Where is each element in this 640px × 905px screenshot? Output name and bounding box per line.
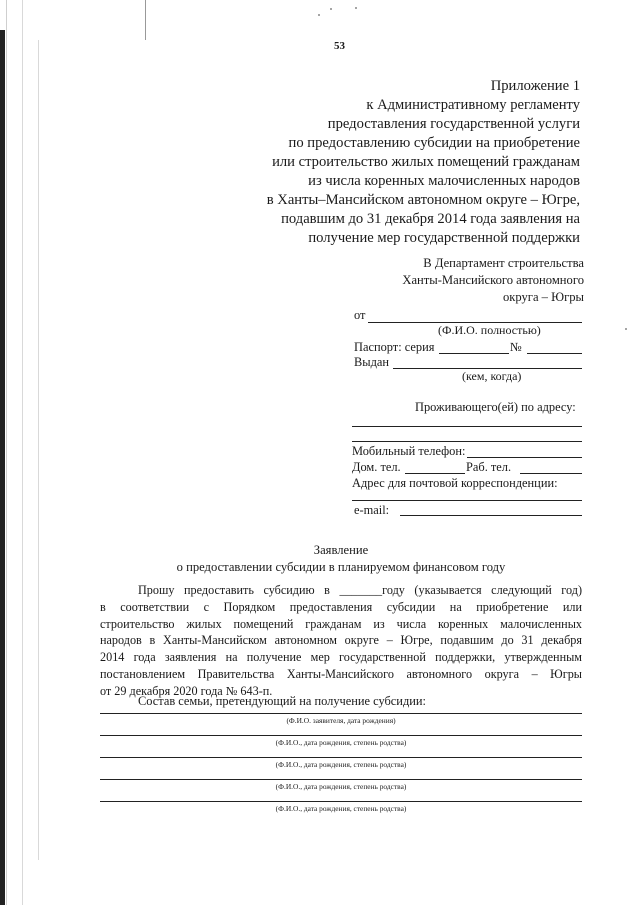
work-phone-field[interactable] — [520, 473, 582, 474]
mobile-phone-label: Мобильный телефон: — [352, 444, 466, 458]
appendix-line: по предоставлению субсидии на приобретение — [288, 135, 580, 151]
scan-speck — [625, 328, 627, 330]
department-line: В Департамент строительства — [423, 256, 584, 270]
issued-by-label: Выдан — [354, 355, 390, 369]
family-member-caption: (Ф.И.О., дата рождения, степень родства) — [275, 738, 407, 747]
family-member-line[interactable] — [100, 801, 582, 802]
family-member-line[interactable] — [100, 713, 582, 714]
email-label: e-mail: — [354, 503, 390, 517]
residence-label: Проживающего(ей) по адресу: — [415, 400, 576, 414]
appendix-line: к Административному регламенту — [366, 97, 580, 113]
scan-line — [22, 0, 23, 905]
home-phone-field[interactable] — [405, 473, 465, 474]
statement-line: 2014 года заявления на получение мер государственной поддержки, утвержденным — [100, 650, 582, 665]
home-phone-label: Дом. тел. — [352, 460, 401, 474]
appendix-line: в Ханты–Мансийском автономном округе – Югре, — [266, 192, 580, 208]
scan-speck — [318, 14, 320, 16]
mobile-phone-field[interactable] — [467, 457, 582, 458]
appendix-line: из числа коренных малочисленных народов — [308, 173, 580, 189]
scan-left-edge — [0, 30, 5, 905]
family-member-line[interactable] — [100, 757, 582, 758]
full-name-caption: (Ф.И.О. полностью) — [438, 323, 541, 337]
statement-line: строительство жилых помещений гражданам из числа коренных малочисленных — [100, 616, 582, 631]
scan-line — [145, 0, 146, 40]
family-member-caption: (Ф.И.О. заявителя, дата рождения) — [286, 716, 396, 725]
statement-subtitle: о предоставлении субсидии в планируемом финансовом году — [176, 560, 506, 574]
family-composition-label: Состав семьи, претендующий на получение субсидии: — [138, 694, 426, 708]
scan-line — [38, 40, 39, 860]
appendix-title: Приложение 1 — [490, 78, 580, 94]
work-phone-label: Раб. тел. — [466, 460, 512, 474]
appendix-line: предоставления государственной услуги — [327, 116, 580, 132]
passport-series-field[interactable] — [439, 353, 509, 354]
scan-speck — [355, 7, 357, 9]
statement-title: Заявление — [313, 543, 369, 557]
passport-number-label: № — [510, 340, 522, 354]
address-line-1[interactable] — [352, 426, 582, 427]
statement-line: от 29 декабря 2020 года № 643-п. — [100, 683, 273, 698]
family-member-caption: (Ф.И.О., дата рождения, степень родства) — [275, 782, 407, 791]
statement-line: Прошу предоставить субсидию в _______году (указывается следующий год) — [138, 583, 582, 597]
family-member-line[interactable] — [100, 735, 582, 736]
issued-by-caption: (кем, когда) — [462, 369, 522, 383]
passport-series-label: Паспорт: серия — [354, 340, 435, 354]
family-member-caption: (Ф.И.О., дата рождения, степень родства) — [275, 760, 407, 769]
appendix-line: подавшим до 31 декабря 2014 года заявления на — [281, 211, 580, 227]
page-number: 53 — [334, 40, 345, 52]
scan-speck — [330, 8, 332, 10]
statement-line: в соответствии с Порядком предоставления субсидии на приобретение или — [100, 599, 582, 614]
from-label: от — [354, 308, 366, 322]
scan-edge-line — [6, 0, 7, 905]
postal-address-label: Адрес для почтовой корреспонденции: — [352, 476, 558, 490]
department-line: округа – Югры — [502, 290, 584, 304]
appendix-line: получение мер государственной поддержки — [308, 230, 580, 246]
postal-address-field[interactable] — [352, 500, 582, 501]
appendix-line: или строительство жилых помещений гражданам — [272, 154, 580, 170]
email-field[interactable] — [400, 515, 582, 516]
statement-line: народов в Ханты-Мансийском автономном округе – Югре, подавшим до 31 декабря — [100, 633, 582, 648]
passport-number-field[interactable] — [527, 353, 582, 354]
family-member-caption: (Ф.И.О., дата рождения, степень родства) — [275, 804, 407, 813]
address-line-2[interactable] — [352, 441, 582, 442]
statement-body — [100, 582, 582, 700]
department-line: Ханты-Мансийского автономного — [402, 273, 584, 287]
statement-line: постановлением Правительства Ханты-Мансийского автономного округа – Югры — [100, 666, 582, 681]
family-member-line[interactable] — [100, 779, 582, 780]
